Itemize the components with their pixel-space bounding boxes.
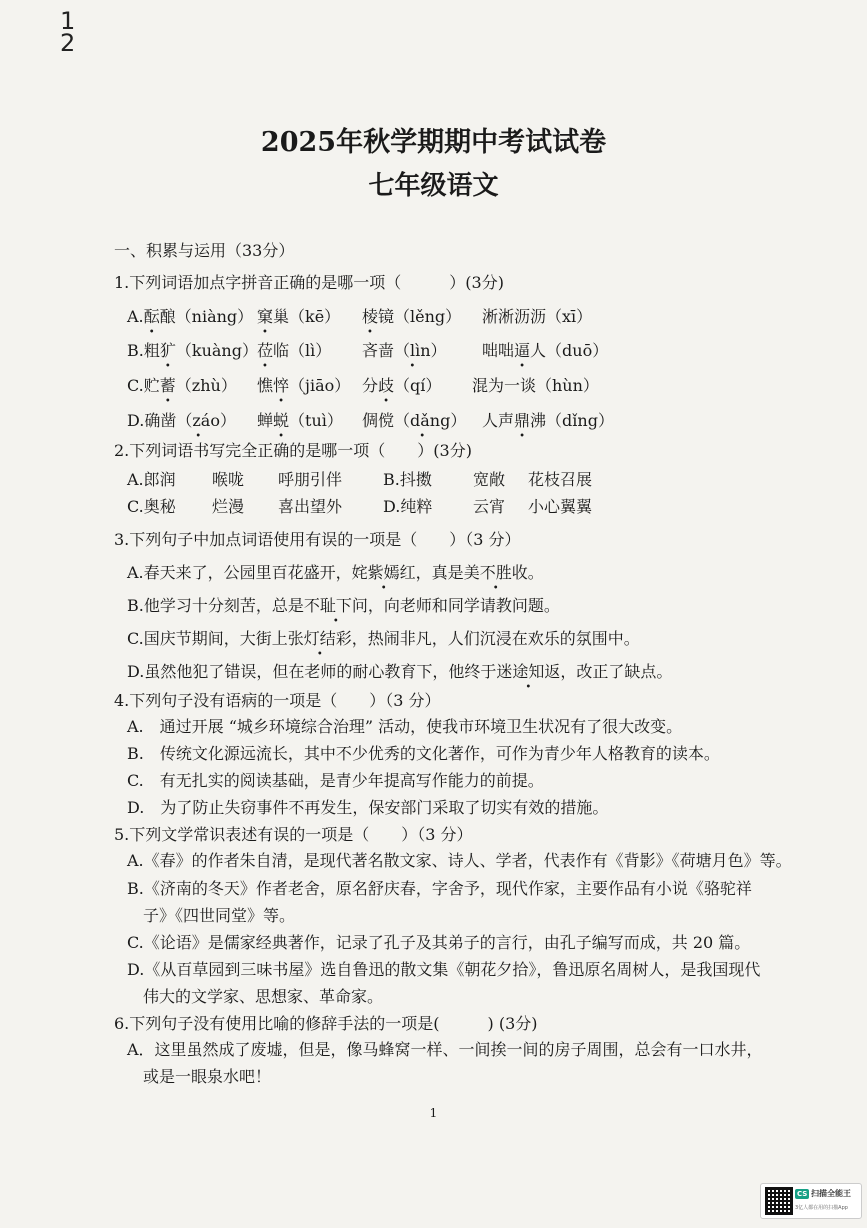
q3-option-c: C.国庆节期间，大街上张灯结彩，热闹非凡，人们沉浸在欢乐的氛围中。 [127,629,640,648]
q5-option-b-continued: 子》《四世同堂》等。 [143,906,296,925]
q2-cell: 喉咙 [212,470,245,489]
q5-option-a: A.《春》的作者朱自清，是现代著名散文家、诗人、学者，代表作有《背影》《荷塘月色》等。 [127,851,792,870]
q4-option-a: A. 通过开展 “城乡环境综合治理” 活动，使我市环境卫生状况有了很大改变。 [127,717,683,736]
q6-option-a-continued: 或是一眼泉水吧！ [143,1067,272,1086]
scanner-tagline: 3亿人都在用的扫描App [795,1205,848,1211]
q2-cell: 宽敞 [473,470,506,489]
q4-option-d: D. 为了防止失窃事件不再发生，保安部门采取了切实有效的措施。 [127,798,609,817]
question-1-stem: 1.下列词语加点字拼音正确的是哪一项（ ）(3分) [114,273,504,292]
question-3-stem: 3.下列句子中加点词语使用有误的一项是（ ）（3 分） [114,530,521,549]
camscanner-logo-icon: CS [797,1190,808,1198]
q4-option-b: B. 传统文化源远流长，其中不少优秀的文化著作，可作为青少年人格教育的读本。 [127,744,720,763]
q1-option-c-4: 混为一谈（hùn） [472,376,599,395]
q5-option-c: C.《论语》是儒家经典著作，记录了孔子及其弟子的言行，由孔子编写而成，共 20 篇。 [127,933,751,952]
q5-option-b: B.《济南的冬天》作者老舍，原名舒庆春，字舍予，现代作家，主要作品有小说《骆驼祥 [127,879,752,898]
q1-option-b-3: 吝啬（lìn） • [362,338,447,361]
handwritten-mark [60,7,76,57]
exam-title: 2025年秋学期期中考试试卷 [260,127,607,158]
q2-cell: 小心翼翼 [528,497,593,516]
q1-option-c-3: 分歧（qí） [362,376,442,395]
q1-option-d-4: 人声鼎沸（dǐng） [482,411,614,430]
q4-option-c: C. 有无扎实的阅读基础，是青少年提高写作能力的前提。 [127,771,544,790]
q1-option-a-3: 棱镜（lěng） [362,307,462,326]
q1-option-c: C.贮蓄（zhù） [127,376,237,395]
q2-cell: 喜出望外 [278,497,343,516]
q3-option-d: D.虽然他犯了错误，但在老师的耐心教育下，他终于迷途知返，改正了缺点。 [127,662,673,681]
q2-cell: A.郎润 [127,470,176,489]
q1-option-d: D.确凿（záo） • [127,408,236,431]
handwritten-digit: 2 [60,29,76,57]
q5-option-d-continued: 伟大的文学家、思想家、革命家。 [143,987,384,1006]
section-heading: 一、积累与运用（33分） [114,241,295,260]
q1-option-b-4: 咄咄逼人（duō） [482,341,609,360]
q5-option-d: D.《从百草园到三味书屋》选自鲁迅的散文集《朝花夕拾》，鲁迅原名周树人，是我国现代 [127,960,761,979]
q3-option-b: B.他学习十分刻苦，总是不耻下问，向老师和同学请教问题。 [127,596,560,615]
qr-code-icon [765,1187,793,1215]
q1-option-d-2: 蝉蜕（tuì） [257,411,343,430]
question-6-stem: 6.下列句子没有使用比喻的修辞手法的一项是( ) (3分) [114,1014,538,1033]
question-5-stem: 5.下列文学常识表述有误的一项是（ ）（3 分） [114,825,473,844]
q2-cell: B.抖擞 [383,470,432,489]
q2-cell: C.奥秘 [127,497,176,516]
page-number: 1 [429,1106,438,1120]
q2-cell: 花枝召展 [528,470,593,489]
q2-cell: 呼朋引伴 [278,470,343,489]
exam-subtitle: 七年级语文 [368,171,499,201]
q1-option-d-3: 倜傥（dǎng） • [362,408,466,431]
q1-option-a: A.酝酿（niàng） [127,307,254,326]
q2-cell: D.纯粹 [383,497,433,516]
q1-option-a-4: 淅淅沥沥（xī） [482,307,593,326]
q3-option-a: A.春天来了，公园里百花盛开，姹紫嫣红，真是美不胜收。 [127,563,544,582]
question-2-stem: 2.下列词语书写完全正确的是哪一项（ ）(3分) [114,441,472,460]
question-4-stem: 4.下列句子没有语病的一项是（ ）（3 分） [114,691,441,710]
q1-option-b-2: 莅临（lì） [257,341,332,360]
q1-option-a-2: 窠巢（kē） [257,307,341,326]
q1-option-c-2: 憔悴（jiāo） [257,376,351,395]
q6-option-a: A．这里虽然成了废墟，但是，像马蜂窝一样、一间挨一间的房子周围，总会有一口水井， [127,1040,763,1059]
q2-cell: 云宵 [473,497,506,516]
handwritten-digit: 1 [60,7,76,35]
scanner-watermark [760,1183,862,1219]
scanner-brand: 扫描全能王 [811,1189,851,1198]
q2-cell: 烂漫 [212,497,245,516]
q1-option-b: B.粗犷（kuàng） [127,341,258,360]
